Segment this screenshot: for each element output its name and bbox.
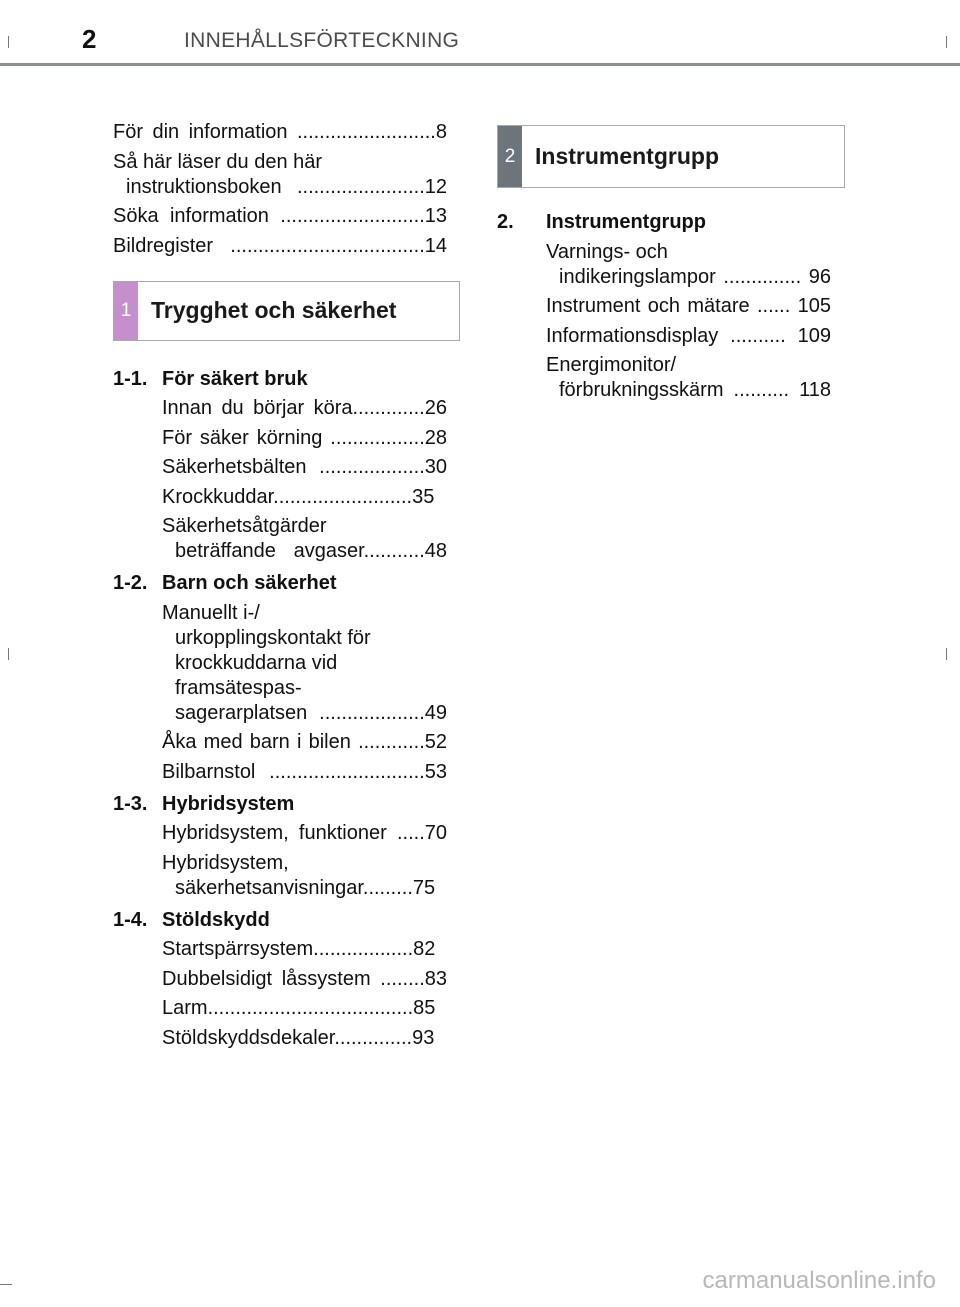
- toc-entry[interactable]: [546, 353, 831, 403]
- toc-entry-line: sagerarplatsen ...................49: [175, 701, 447, 724]
- section-entries: [162, 601, 447, 785]
- section-heading[interactable]: [113, 908, 447, 933]
- intro-list: [113, 120, 447, 259]
- toc-entry-line: Bildregister ...................................14: [113, 234, 447, 257]
- intro-entry[interactable]: [113, 234, 447, 259]
- toc-entry[interactable]: [162, 426, 447, 451]
- toc-entry[interactable]: [162, 967, 447, 992]
- chapter-2-title: Instrumentgrupp: [535, 143, 719, 169]
- section-entries: [546, 240, 831, 404]
- section-code: 1-4.: [113, 908, 148, 931]
- section-title: Instrumentgrupp: [546, 211, 706, 233]
- section-title: För säkert bruk: [162, 367, 308, 390]
- section-heading[interactable]: [113, 367, 447, 392]
- toc-entry-line: Innan du börjar köra.............26: [162, 397, 447, 419]
- section-entries: [162, 396, 447, 564]
- section-title: Barn och säkerhet: [162, 572, 337, 594]
- chapter-2-sections: [497, 210, 831, 403]
- toc-entry-line: Åka med barn i bilen ............52: [162, 731, 447, 753]
- toc-entry-line: förbrukningsskärm .......... 118: [559, 379, 831, 401]
- section-entries: [162, 937, 447, 1051]
- footer-watermark[interactable]: carmanualsonline.info: [702, 1267, 936, 1294]
- toc-entry[interactable]: [546, 240, 831, 290]
- toc-entry-line: indikeringslampor .............. 96: [559, 265, 831, 288]
- section-heading[interactable]: [113, 792, 447, 817]
- toc-entry-line: framsätespas-: [175, 676, 302, 699]
- section-title: Hybridsystem: [162, 792, 295, 815]
- toc-section: [113, 792, 447, 901]
- toc-entry[interactable]: [162, 601, 447, 726]
- toc-entry-line: säkerhetsanvisningar.........75: [175, 876, 436, 899]
- chapter-1-header[interactable]: [113, 281, 460, 341]
- section-heading[interactable]: [497, 210, 831, 235]
- toc-entry[interactable]: [162, 851, 447, 901]
- section-heading[interactable]: [113, 571, 447, 596]
- intro-entry[interactable]: [113, 120, 447, 145]
- toc-entry[interactable]: [162, 1026, 447, 1051]
- toc-section: [113, 908, 447, 1051]
- toc-entry[interactable]: [546, 324, 831, 349]
- toc-entry-line: Informationsdisplay .......... 109: [546, 324, 831, 347]
- toc-entry-line: Bilbarnstol ............................53: [162, 760, 447, 783]
- intro-entry[interactable]: [113, 204, 447, 229]
- toc-entry-line: Säkerhetsbälten ...................30: [162, 456, 447, 478]
- toc-entry[interactable]: [546, 294, 831, 319]
- toc-entry[interactable]: [162, 821, 447, 846]
- section-code: 2.: [497, 211, 514, 233]
- crop-mark: [946, 36, 947, 48]
- toc-entry-line: För din information .........................8: [113, 121, 447, 143]
- toc-entry[interactable]: [162, 485, 447, 510]
- toc-entry-line: Larm.....................................85: [162, 997, 436, 1019]
- toc-entry[interactable]: [162, 760, 447, 785]
- toc-section: [113, 367, 447, 565]
- toc-entry-line: Hybridsystem,: [162, 851, 289, 874]
- toc-entry[interactable]: [162, 937, 447, 962]
- crop-mark: [946, 648, 947, 660]
- page-header: [0, 0, 960, 68]
- toc-entry-line: Krockkuddar.........................35: [162, 485, 435, 508]
- header-rule: [0, 63, 960, 66]
- toc-right-column: [497, 210, 831, 410]
- page-number: 2: [82, 24, 97, 54]
- chapter-2-number: 2: [498, 126, 522, 187]
- toc-entry-line: beträffande avgaser...........48: [175, 540, 447, 562]
- toc-entry-line: Söka information ..........................13: [113, 205, 447, 227]
- toc-entry[interactable]: [162, 730, 447, 755]
- toc-entry-line: Instrument och mätare ...... 105: [546, 295, 831, 317]
- chapter-1-sections: [113, 367, 447, 1051]
- toc-entry[interactable]: [162, 455, 447, 480]
- toc-entry-line: Så här läser du den här: [113, 150, 323, 173]
- section-code: 1-2.: [113, 572, 148, 594]
- crop-mark: [8, 648, 9, 660]
- toc-entry[interactable]: [162, 514, 447, 564]
- section-title: Stöldskydd: [162, 908, 270, 931]
- toc-entry-line: Startspärrsystem..................82: [162, 938, 436, 960]
- section-code: 1-1.: [113, 367, 148, 390]
- crop-mark: [8, 36, 9, 48]
- section-entries: [162, 821, 447, 901]
- toc-entry-line: urkopplingskontakt för: [175, 626, 371, 649]
- toc-entry[interactable]: [162, 996, 447, 1021]
- chapter-1-number: 1: [114, 282, 138, 340]
- toc-section: [113, 571, 447, 785]
- toc-section: [497, 210, 831, 403]
- toc-entry-line: krockkuddarna vid: [175, 651, 338, 674]
- toc-entry-line: Manuellt i-/: [162, 601, 260, 624]
- toc-entry-line: Varnings- och: [546, 240, 668, 263]
- toc-entry-line: Stöldskyddsdekaler..............93: [162, 1026, 435, 1049]
- toc-entry[interactable]: [162, 396, 447, 421]
- toc-entry-line: instruktionsboken .......................12: [126, 175, 447, 198]
- section-code: 1-3.: [113, 792, 148, 815]
- toc-entry-line: Säkerhetsåtgärder: [162, 515, 327, 537]
- toc-entry-line: För säker körning .................28: [162, 426, 447, 449]
- toc-entry-line: Energimonitor/: [546, 354, 677, 376]
- crop-mark: [0, 1284, 12, 1285]
- toc-entry-line: Hybridsystem, funktioner .....70: [162, 822, 447, 844]
- chapter-2-header[interactable]: [497, 125, 845, 188]
- toc-entry-line: Dubbelsidigt låssystem ........83: [162, 967, 447, 990]
- toc-left-column: [113, 120, 447, 1058]
- section-title: INNEHÅLLSFÖRTECKNING: [184, 29, 460, 52]
- intro-entry[interactable]: [113, 150, 447, 200]
- chapter-1-title: Trygghet och säkerhet: [151, 297, 397, 323]
